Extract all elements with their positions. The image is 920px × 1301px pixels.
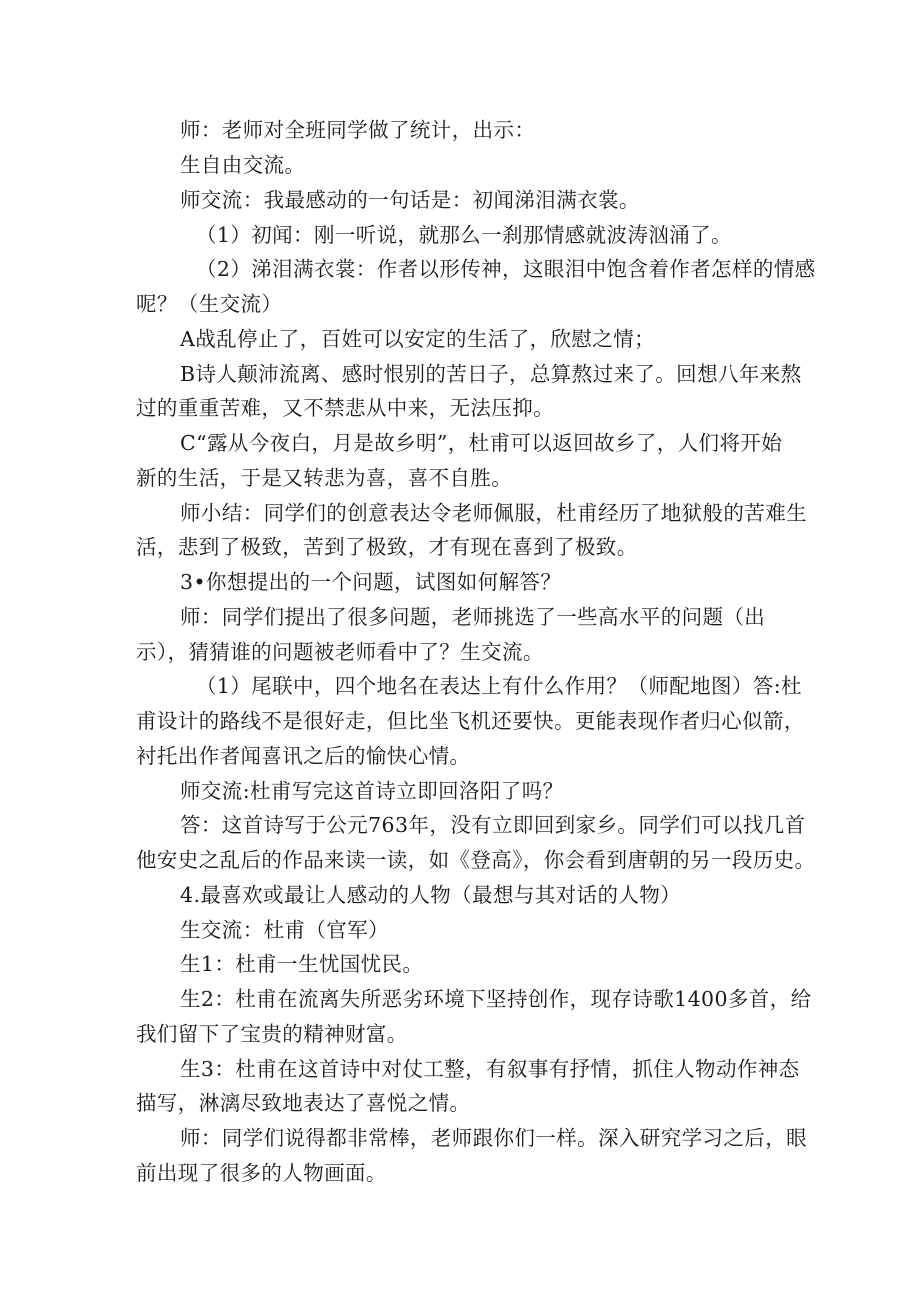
text-line: 衬托出作者闻喜讯之后的愉快心情。 (136, 744, 471, 768)
text-line: 我们留下了宝贵的精神财富。 (136, 1022, 408, 1046)
text-line: 师小结：同学们的创意表达令老师佩服，杜甫经历了地狱般的苦难生 (180, 501, 807, 525)
text-line: 活，悲到了极致，苦到了极致，才有现在喜到了极致。 (136, 535, 638, 559)
text-line: 4.最喜欢或最让人感动的人物（最想与其对话的人物） (180, 883, 682, 907)
text-line: 前出现了很多的人物画面。 (136, 1161, 387, 1185)
text-line: 描写，淋漓尽致地表达了喜悦之情。 (136, 1091, 471, 1115)
text-line: 生交流：杜甫（官军） (180, 918, 389, 942)
text-line: 师：同学们提出了很多问题，老师挑选了一些高水平的问题（出 (180, 605, 766, 629)
text-line: 生自由交流。 (180, 153, 306, 177)
text-line: 过的重重苦难，又不禁悲从中来，无法压抑。 (136, 396, 554, 420)
text-line: （2）涕泪满衣裳：作者以形传神，这眼泪中饱含着作者怎样的情感 (196, 257, 816, 281)
text-line: （1）初闻：刚一听说，就那么一刹那情感就波涛汹涌了。 (196, 223, 732, 247)
text-line: 示），猜猜谁的问题被老师看中了？生交流。 (136, 640, 544, 664)
text-line: B诗人颠沛流离、感时恨别的苦日子，总算熬过来了。回想八年来熬 (180, 362, 802, 386)
text-line: 甫设计的路线不是很好走，但比坐飞机还要快。更能表现作者归心似箭， (136, 709, 805, 733)
text-line: 答：这首诗写于公元763年，没有立即回到家乡。同学们可以找几首 (180, 813, 806, 837)
text-line: 生2：杜甫在流离失所恶劣环境下坚持创作，现存诗歌1400多首，给 (180, 987, 812, 1011)
text-line: 呢？（生交流） (136, 292, 283, 316)
text-line: （1）尾联中，四个地名在表达上有什么作用？（师配地图）答:杜 (196, 674, 802, 698)
text-line: 生1：杜甫一生忧国忧民。 (180, 952, 424, 976)
text-line: 新的生活，于是又转悲为喜，喜不自胜。 (136, 466, 513, 490)
text-line: 师交流：我最感动的一句话是：初闻涕泪满衣裳。 (180, 188, 640, 212)
text-line: 3•你想提出的一个问题，试图如何解答？ (180, 570, 562, 594)
text-line: 师：同学们说得都非常棒，老师跟你们一样。深入研究学习之后，眼 (180, 1126, 807, 1150)
text-line: 他安史之乱后的作品来读一读，如《登高》，你会看到唐朝的另一段历史。 (136, 848, 816, 872)
text-line: C“露从今夜白，月是故乡明”，杜甫可以返回故乡了，人们将开始 (180, 431, 783, 455)
text-line: 生3：杜甫在这首诗中对仗工整，有叙事有抒情，抓住人物动作神态 (180, 1057, 800, 1081)
text-line: 师交流:杜甫写完这首诗立即回洛阳了吗？ (180, 779, 564, 803)
text-line: 师：老师对全班同学做了统计，出示： (180, 118, 536, 142)
text-line: A战乱停止了，百姓可以安定的生活了，欣慰之情； (180, 327, 656, 351)
